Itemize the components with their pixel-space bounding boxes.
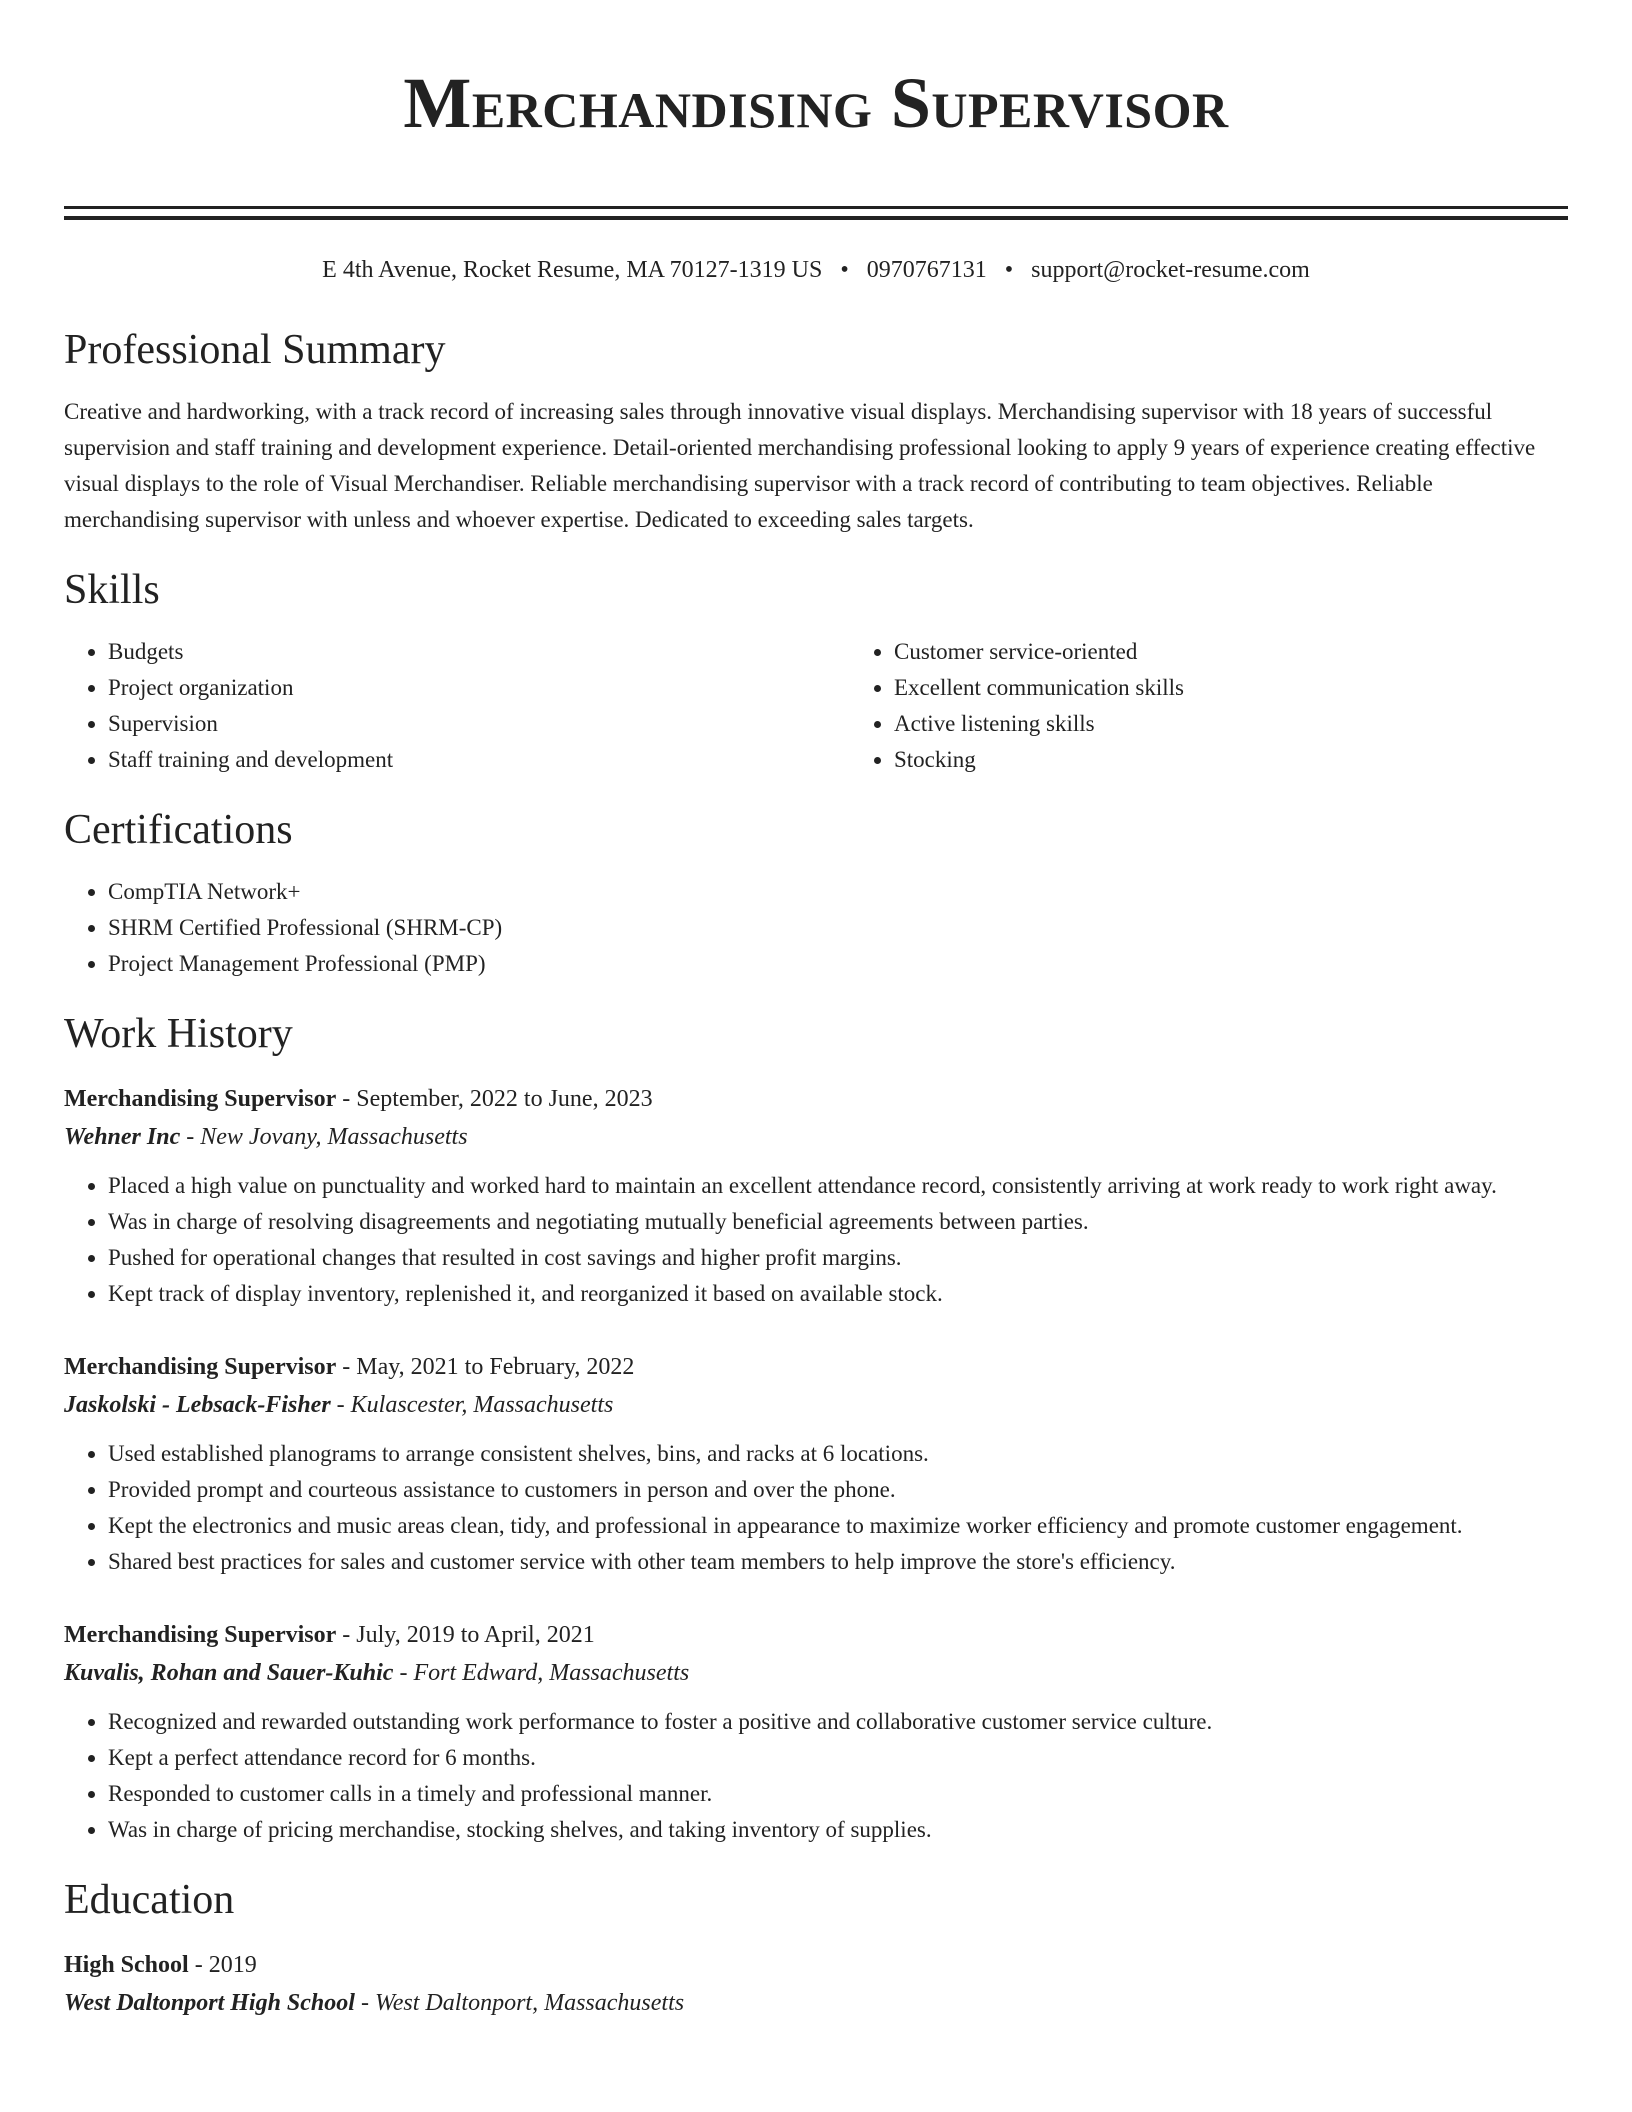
job-company: Kuvalis, Rohan and Sauer-Kuhic xyxy=(64,1660,394,1686)
skills-heading: Skills xyxy=(64,567,160,613)
education-heading: Education xyxy=(64,1877,235,1923)
job-bullet: • Was in charge of resolving disagreements and negotiating mutually beneficial agreements between parties. xyxy=(108,1204,1568,1240)
skill-item: • Budgets xyxy=(108,634,850,670)
contact-email: support@rocket-resume.com xyxy=(1031,257,1310,283)
skills-list-left xyxy=(64,634,850,778)
job-company-line xyxy=(64,1386,1568,1424)
job-bullets xyxy=(64,1436,1568,1580)
dash: - xyxy=(336,1086,357,1112)
certification-item: • Project Management Professional (PMP) xyxy=(108,946,1568,982)
dash: - xyxy=(330,1392,351,1418)
dash: - xyxy=(336,1622,357,1648)
job-company: Jaskolski - Lebsack-Fisher xyxy=(64,1392,331,1418)
work-history-heading: Work History xyxy=(64,1011,293,1057)
job-bullets xyxy=(64,1704,1568,1848)
job-dates: July, 2019 to April, 2021 xyxy=(356,1622,595,1648)
job-location: Fort Edward, Massachusetts xyxy=(413,1660,690,1686)
contact-line xyxy=(64,254,1568,286)
job-entry xyxy=(64,1348,1568,1580)
education-entry xyxy=(64,1946,1568,2022)
skill-item: • Excellent communication skills xyxy=(894,670,1184,706)
job-dates: May, 2021 to February, 2022 xyxy=(356,1354,635,1380)
skill-item: • Supervision xyxy=(108,706,850,742)
education-school-line xyxy=(64,1984,1568,2022)
certification-item: • SHRM Certified Professional (SHRM-CP) xyxy=(108,910,1568,946)
skill-item: • Customer service-oriented xyxy=(894,634,1184,670)
job-bullets xyxy=(64,1168,1568,1312)
certifications-list xyxy=(64,874,1568,982)
job-title-line xyxy=(64,1348,1568,1386)
job-location: New Jovany, Massachusetts xyxy=(200,1124,468,1150)
contact-separator: • xyxy=(840,257,849,283)
job-company: Wehner Inc xyxy=(64,1124,181,1150)
skill-item: • Project organization xyxy=(108,670,850,706)
skill-item: • Staff training and development xyxy=(108,742,850,778)
job-title-line xyxy=(64,1616,1568,1654)
job-title-line xyxy=(64,1080,1568,1118)
contact-phone: 0970767131 xyxy=(866,257,987,283)
contact-address: E 4th Avenue, Rocket Resume, MA 70127-1319 US xyxy=(322,257,823,283)
dash: - xyxy=(336,1354,357,1380)
resume-name: Merchandising Supervisor xyxy=(403,63,1229,143)
job-bullet: • Placed a high value on punctuality and worked hard to maintain an excellent attendance record, consistently arriving at work ready to work right away. xyxy=(108,1168,1568,1204)
summary-text: Creative and hardworking, with a track record of increasing sales through innovative visual displays. Merchandising supervisor with 18 years of successful supervision and staff training and development experience. Detail-oriented merchandising professional looking to apply 9 years of experience creating effective visual displays to the role of Visual Merchandiser. Reliable merchandising supervisor with a track record of contributing to team objectives. Reliable merchandising supervisor with unless and whoever expertise. Dedicated to exceeding sales targets. xyxy=(64,399,1536,532)
job-bullet: • Responded to customer calls in a timely and professional manner. xyxy=(108,1776,1568,1812)
job-bullet: • Used established planograms to arrange consistent shelves, bins, and racks at 6 locations. xyxy=(108,1436,1568,1472)
contact-separator: • xyxy=(1004,257,1014,283)
job-bullet: • Kept a perfect attendance record for 6 months. xyxy=(108,1740,1568,1776)
certification-item: • CompTIA Network+ xyxy=(108,874,1568,910)
job-location: Kulascester, Massachusetts xyxy=(350,1392,614,1418)
job-entry xyxy=(64,1080,1568,1312)
dash: - xyxy=(188,1952,209,1978)
job-entry xyxy=(64,1616,1568,1848)
summary-heading: Professional Summary xyxy=(64,327,446,373)
job-bullet: • Shared best practices for sales and customer service with other team members to help improve the store's efficiency. xyxy=(108,1544,1568,1580)
dash: - xyxy=(393,1660,414,1686)
job-bullet: • Kept the electronics and music areas clean, tidy, and professional in appearance to maximize worker efficiency and promote customer engagement. xyxy=(108,1508,1568,1544)
education-location: West Daltonport, Massachusetts xyxy=(374,1990,685,2016)
education-degree-line xyxy=(64,1946,1568,1984)
skill-item: • Stocking xyxy=(894,742,1184,778)
job-role: Merchandising Supervisor xyxy=(64,1086,337,1112)
skill-item: • Active listening skills xyxy=(894,706,1184,742)
job-bullet: • Pushed for operational changes that resulted in cost savings and higher profit margins. xyxy=(108,1240,1568,1276)
job-role: Merchandising Supervisor xyxy=(64,1354,337,1380)
header-rule-thin xyxy=(64,206,1568,209)
header-rule-thick xyxy=(64,216,1568,220)
education-degree: High School xyxy=(64,1952,189,1978)
certifications-heading: Certifications xyxy=(64,807,293,853)
dash: - xyxy=(180,1124,201,1150)
job-company-line xyxy=(64,1654,1568,1692)
education-year: 2019 xyxy=(208,1952,257,1978)
skills-list-right xyxy=(850,634,1184,778)
skills-columns xyxy=(64,634,1568,778)
job-bullet: • Provided prompt and courteous assistance to customers in person and over the phone. xyxy=(108,1472,1568,1508)
dash: - xyxy=(354,1990,375,2016)
job-role: Merchandising Supervisor xyxy=(64,1622,337,1648)
job-company-line xyxy=(64,1118,1568,1156)
job-dates: September, 2022 to June, 2023 xyxy=(356,1086,653,1112)
job-bullet: • Recognized and rewarded outstanding work performance to foster a positive and collaborative customer service culture. xyxy=(108,1704,1568,1740)
job-bullet: • Kept track of display inventory, replenished it, and reorganized it based on available stock. xyxy=(108,1276,1568,1312)
job-bullet: • Was in charge of pricing merchandise, stocking shelves, and taking inventory of supplies. xyxy=(108,1812,1568,1848)
education-school: West Daltonport High School xyxy=(64,1990,355,2016)
